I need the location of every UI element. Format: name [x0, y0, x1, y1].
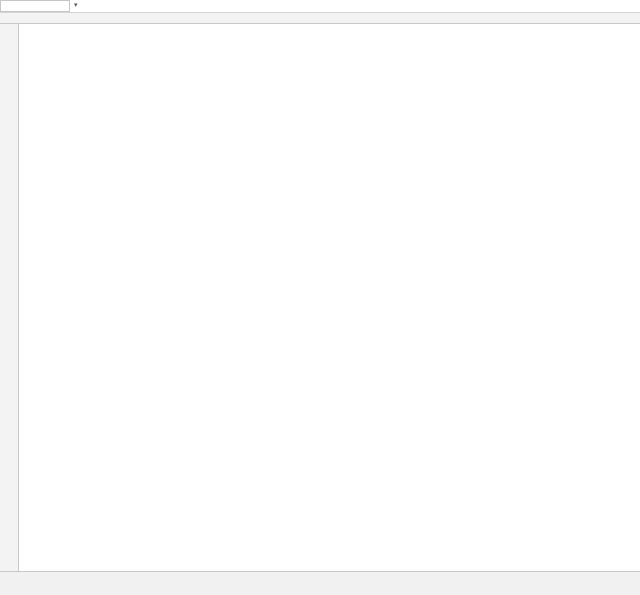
- row-headers: [0, 24, 19, 571]
- chevron-down-icon[interactable]: ▾: [74, 1, 78, 9]
- name-box[interactable]: [0, 0, 70, 12]
- worksheet-grid[interactable]: [19, 24, 640, 571]
- sheet-tab-bar: [0, 571, 640, 595]
- formula-toolbar: [0, 0, 640, 13]
- formula-bar[interactable]: [105, 0, 640, 12]
- column-headers: [0, 13, 640, 24]
